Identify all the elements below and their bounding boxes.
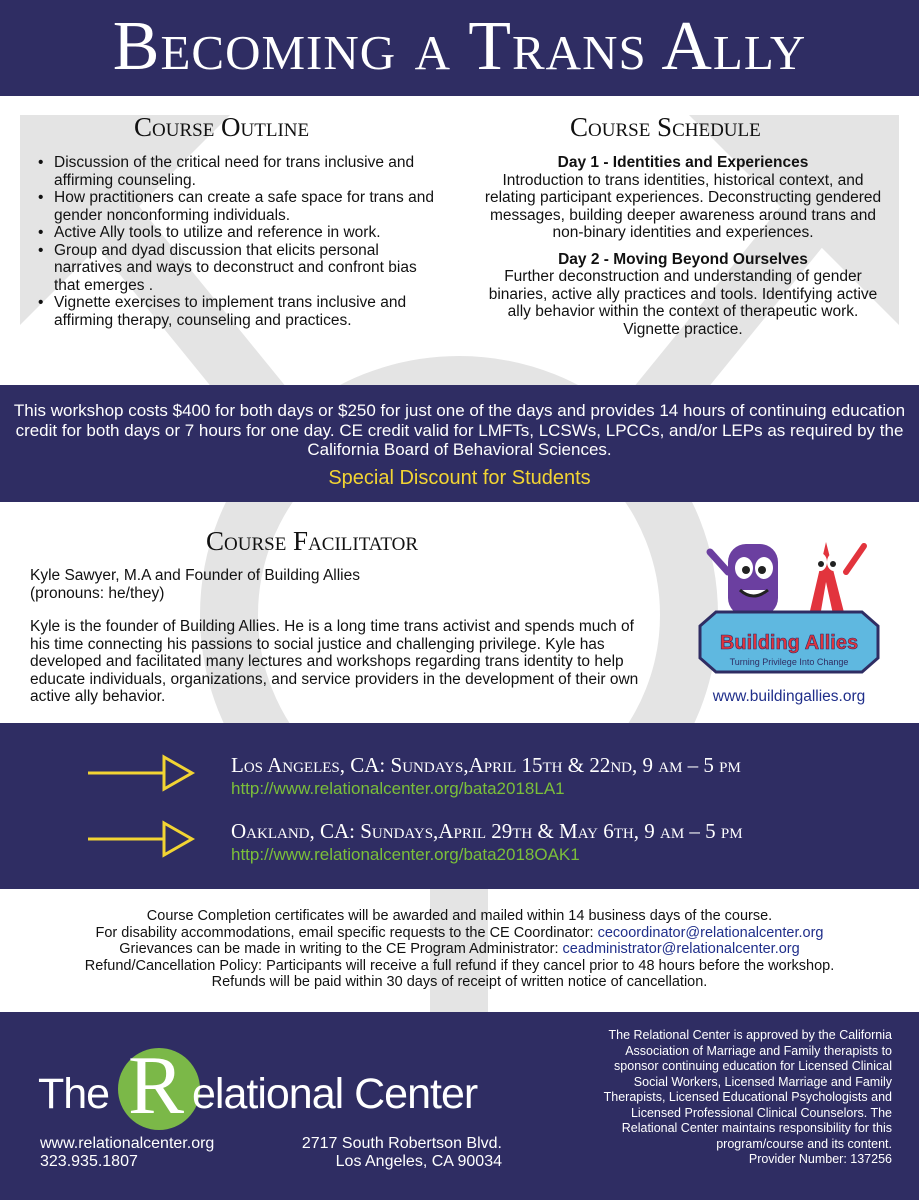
grievance-note [0,941,919,958]
facilitator-name: Kyle Sawyer, M.A and Founder of Building Allies [30,567,360,584]
course-schedule [478,154,888,347]
list-item: • Group and dyad discussion that elicits personal narratives and ways to deconstruct and confront bias that emerges . [36,242,446,295]
disability-text: For disability accommodations, email specific requests to the CE Coordinator: [95,924,598,941]
website-link[interactable]: www.relationalcenter.org [40,1135,215,1152]
events-banner [0,723,919,889]
course-outline-heading: Course Outline [134,112,310,142]
logo-rest: elational Center [192,1070,478,1118]
event-title: Oakland, CA: Sundays,April 29th & May 6th, 9 am – 5 pm [231,819,743,843]
cost-banner [0,385,919,502]
grievance-text: Grievances can be made in writing to the CE Program Administrator: [119,941,563,957]
day-description: Further deconstruction and understanding of gender binaries, active ally practices and tools. Identifying active ally behavior within the context of therapeutic work. Vignette practice. [488,268,878,338]
building-allies-logo [686,532,892,712]
building-allies-mascots-icon [686,532,892,682]
arrow-right-icon [86,819,196,859]
approval-statement [590,1028,892,1168]
address-line-2: Los Angeles, CA 90034 [335,1153,502,1170]
refund-timing: Refunds will be paid within 30 days of receipt of written notice of cancellation. [211,974,708,990]
address [262,1135,502,1171]
day-title: Day 2 - Moving Beyond Ourselves [558,250,808,268]
approval-text: The Relational Center is approved by the California Association of Marriage and Family therapists to sponsor continuing education for Licensed Clinical Social Workers, Licensed Marriage and Family Therapists, Licensed Educational Psychologists and Licensed Professional Clinical Counselors. The Relational Center maintains responsibility for this program/course and its content. [603,1028,892,1151]
facilitator-pronouns: (pronouns: he/they) [30,584,165,602]
course-schedule-heading: Course Schedule [570,112,761,142]
list-item: • Discussion of the critical need for trans inclusive and affirming counseling. [36,154,446,189]
event-link[interactable]: http://www.relationalcenter.org/bata2018LA1 [231,779,565,798]
refund-policy: Refund/Cancellation Policy: Participants will receive a full refund if they cancel prior to 48 hours before the workshop. [84,957,835,974]
schedule-day-1 [478,154,888,242]
event-link[interactable]: http://www.relationalcenter.org/bata2018OAK1 [231,845,580,864]
day-title: Day 1 - Identities and Experiences [557,154,809,171]
logo-tagline: Turning Privilege Into Change [729,657,849,667]
facilitator-info [30,567,650,722]
policy-notes [0,908,919,991]
cost-text: This workshop costs $400 for both days or $250 for just one of the days and provides 14 hours of continuing education credit for both days or 7 hours for one day. CE credit valid for LMFTs, LCSWs, LPCCs, and/or LEPs as required by the California Board of Behavioral Sciences. [13,401,906,459]
course-outline-list [36,154,446,329]
list-item: • Active Ally tools to utilize and reference in work. [36,224,446,242]
list-item: • How practitioners can create a safe space for trans and gender nonconforming individuals. [36,189,446,224]
disability-note [0,925,919,942]
ce-coordinator-email-link[interactable]: cecoordinator@relationalcenter.org [597,924,824,941]
relational-center-logo [38,1036,518,1136]
phone-number: 323.935.1807 [40,1153,138,1170]
course-facilitator-heading: Course Facilitator [206,526,419,556]
certificate-note: Course Completion certificates will be awarded and mailed within 14 business days of the course. [146,908,773,924]
schedule-day-2 [478,251,888,339]
ce-administrator-email-link[interactable]: ceadministrator@relationalcenter.org [562,941,800,957]
logo-name: Building Allies [719,632,859,654]
footer [0,1012,919,1200]
logo-the: The [38,1070,110,1118]
student-discount: Special Discount for Students [328,467,591,489]
facilitator-bio: Kyle is the founder of Building Allies. He is a long time trans activist and spends much of his time connecting his passions to social justice and challenging privilege. Kyle has developed and facilitated many lectures and workshops regarding trans identity to help educate individuals, organizations, and service providers in the development of their own active ally behavior. [30,618,639,705]
event-title: Los Angeles, CA: Sundays,April 15th & 22nd, 9 am – 5 pm [231,753,741,777]
address-line-1: 2717 South Robertson Blvd. [301,1135,502,1152]
page-title: Becoming a Trans Ally [0,0,919,96]
building-allies-link[interactable]: www.buildingallies.org [712,688,866,705]
day-description: Introduction to trans identities, historical context, and relating participant experiences. Deconstructing gendered messages, building deeper awareness around trans and non-binary identities and experiences. [484,171,882,241]
provider-number: Provider Number: 137256 [748,1152,892,1166]
arrow-right-icon [86,753,196,793]
list-item: • Vignette exercises to implement trans inclusive and affirming therapy, counseling and practices. [36,294,446,329]
contact-info [40,1135,214,1171]
logo-r: R [128,1039,185,1132]
